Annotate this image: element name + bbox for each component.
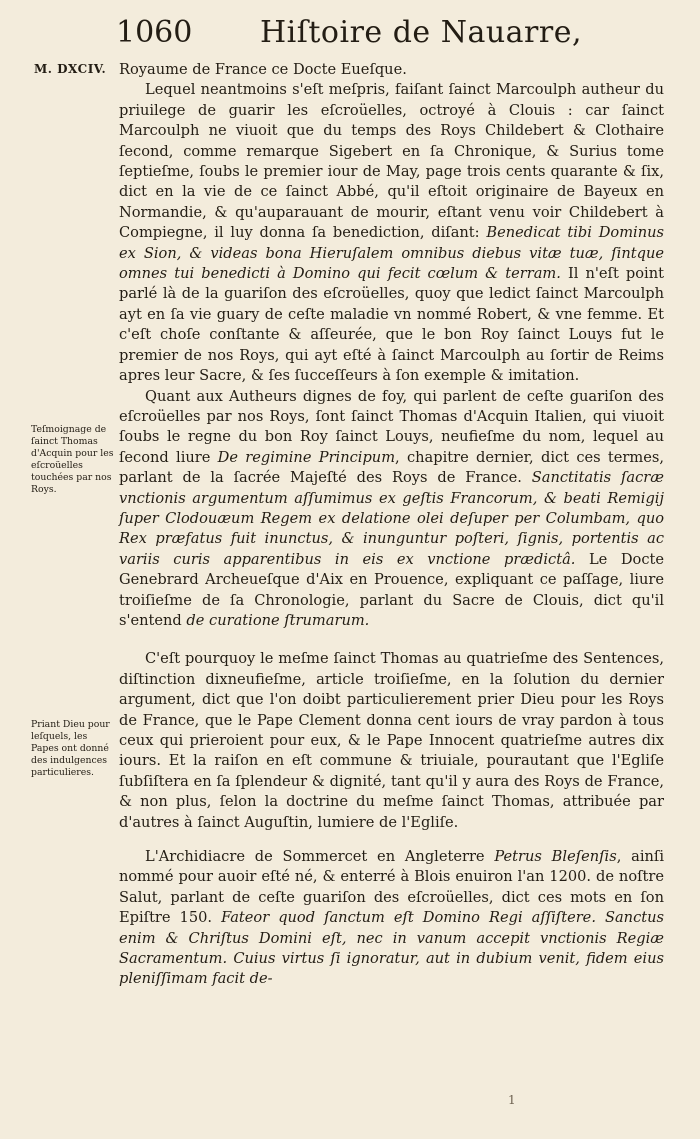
text-run: Royaume de France ce Docte Eueſque. (119, 61, 407, 78)
text-run: Le Docte Genebrard Archeueſque d'Aix en Prouence, expliquant ce paſſage, liure troiſieſme de ſa Chronologie, parlant du Sacre de Clouis, dict qu'il s'entend (119, 550, 664, 629)
text-run: L'Archidiacre de Sommercet en Angleterre (145, 848, 495, 866)
sidenote-thomas: Teſmoignage de ſainct Thomas d'Acquin pour les eſcroüelles touchées par nos Roys. (31, 424, 114, 495)
text-run: C'eſt pourquoy le meſme ſainct Thomas au quatrieſme des Sentences, diſtinction dixneufieſme, article troiſieſme, en la ſolution du dernier argument, dict que l'on doibt particulierement prier Dieu pour les Roys de France, que le Pape Clement donna cent iours de vray pardon à tous ceux qui prieroient pour eux, & le Pape Innocent quatrieſme autres dix iours. Et la raiſon en eſt commune & triuiale, pourautant que l'Egliſe ſubſiſtera en ſa ſplendeur & dignité, tant qu'il y aura des Roys de France, & non plus, ſelon la doctrine du meſme ſainct Thomas, attribuée par d'autres à ſainct Auguſtin, lumiere de l'Egliſe. (119, 650, 664, 831)
paragraph-3 (119, 387, 664, 632)
running-title: Hiſtoire de Nauarre, (260, 15, 583, 50)
paragraph-1 (119, 60, 664, 80)
text-run: Lequel neantmoins s'eſt meſpris, faiſant ſainct Marcoulph autheur du priuilege de guarir les eſcroüelles, octroyé à Clouis : car ſainct Marcoulph ne viuoit que du temps des Roys Childebert & Clothaire ſecond, comme remarque Sigebert en ſa Chronique, & Surius tome ſeptieſme, ſoubs le premier iour de May, page trois cents quarante & ſix, dict en la vie de ce ſainct Abbé, qu'il eſtoit originaire de Bayeux en Normandie, & qu'auparauant de mourir, eſtant venu voir Childebert à Compiegne, il luy donna ſa benediction, diſant: (119, 81, 664, 242)
sidenote-indulgences: Priant Dieu pour leſquels, les Papes ont donné des indulgences particulieres. (31, 719, 110, 778)
text-run: , ainſi nommé pour auoir eſté né, & enterré à Blois enuiron l'an 1200. de noſtre Salut, parlant de ceſte guariſon des eſcroüelles, dict ces mots en ſon Epiſtre 150. (119, 848, 664, 927)
page-header (116, 10, 660, 56)
paragraph-4 (119, 649, 664, 833)
body-text (119, 60, 664, 990)
latin-quote: De regimine Principum (217, 448, 396, 466)
footer-mark: 1 (508, 1093, 516, 1107)
paragraph-5 (119, 847, 664, 990)
text-run: , chapitre dernier, dict ces termes, parlant de la ſacrée Majeſté des Roys de France. (119, 448, 664, 487)
latin-quote: Sanctitatis ſacræ vnctionis argumentum aſſumimus ex geſtis Francorum, & beati Remigij ſuper Clodouæum Regem ex delatione olei deſuper per Columbam, quo Rex præfatus fuit inunctus, & inunguntur poſteri, ſignis, portentis ac variis curis apparentibus in eis ex vnctione prædictâ. (119, 469, 665, 568)
latin-quote: Fateor quod ſanctum eſt Domino Regi aſſiſtere. Sanctus enim & Chriſtus Domini eſt, nec in vanum accepit vnctionis Regiæ Sacramentum. Cuius virtus ſi ignoratur, aut in dubium venit, fidem eius pleniſſimam facit de- (119, 909, 664, 988)
text-run: Quant aux Autheurs dignes de foy, qui parlent de ceſte guariſon des eſcroüelles par nos Roys, ſont ſainct Thomas d'Acquin Italien, qui viuoit ſoubs le regne du bon Roy ſainct Louys, neufieſme du nom, lequel au ſecond liure (119, 387, 664, 466)
latin-quote: Petrus Bleſenſis (494, 848, 617, 866)
latin-quote: de curatione ſtrumarum. (186, 611, 370, 629)
text-run: Il n'eſt point parlé là de la guariſon des eſcroüelles, quoy que ledict ſainct Marcoulph ayt en ſa vie guary de ceſte maladie vn nommé Robert, & vne femme. Et c'eſt choſe conſtante & aſſeurée, que le bon Roy ſainct Louys fut le premier de nos Roys, qui ayt eſté à ſainct Marcoulph au ſortir de Reims apres leur Sacre, & ſes ſucceſſeurs à ſon exemple & imitation. (119, 265, 664, 385)
margin-year: M. DXCIV. (34, 62, 107, 76)
latin-quote: Benedicat tibi Dominus ex Sion, & videas bona Hieruſalem omnibus diebus vitæ tuæ, ſintque omnes tui benedicti à Domino qui fecit cœlum & terram. (119, 224, 664, 283)
page-number: 1060 (116, 15, 193, 50)
paragraph-2 (119, 80, 664, 386)
